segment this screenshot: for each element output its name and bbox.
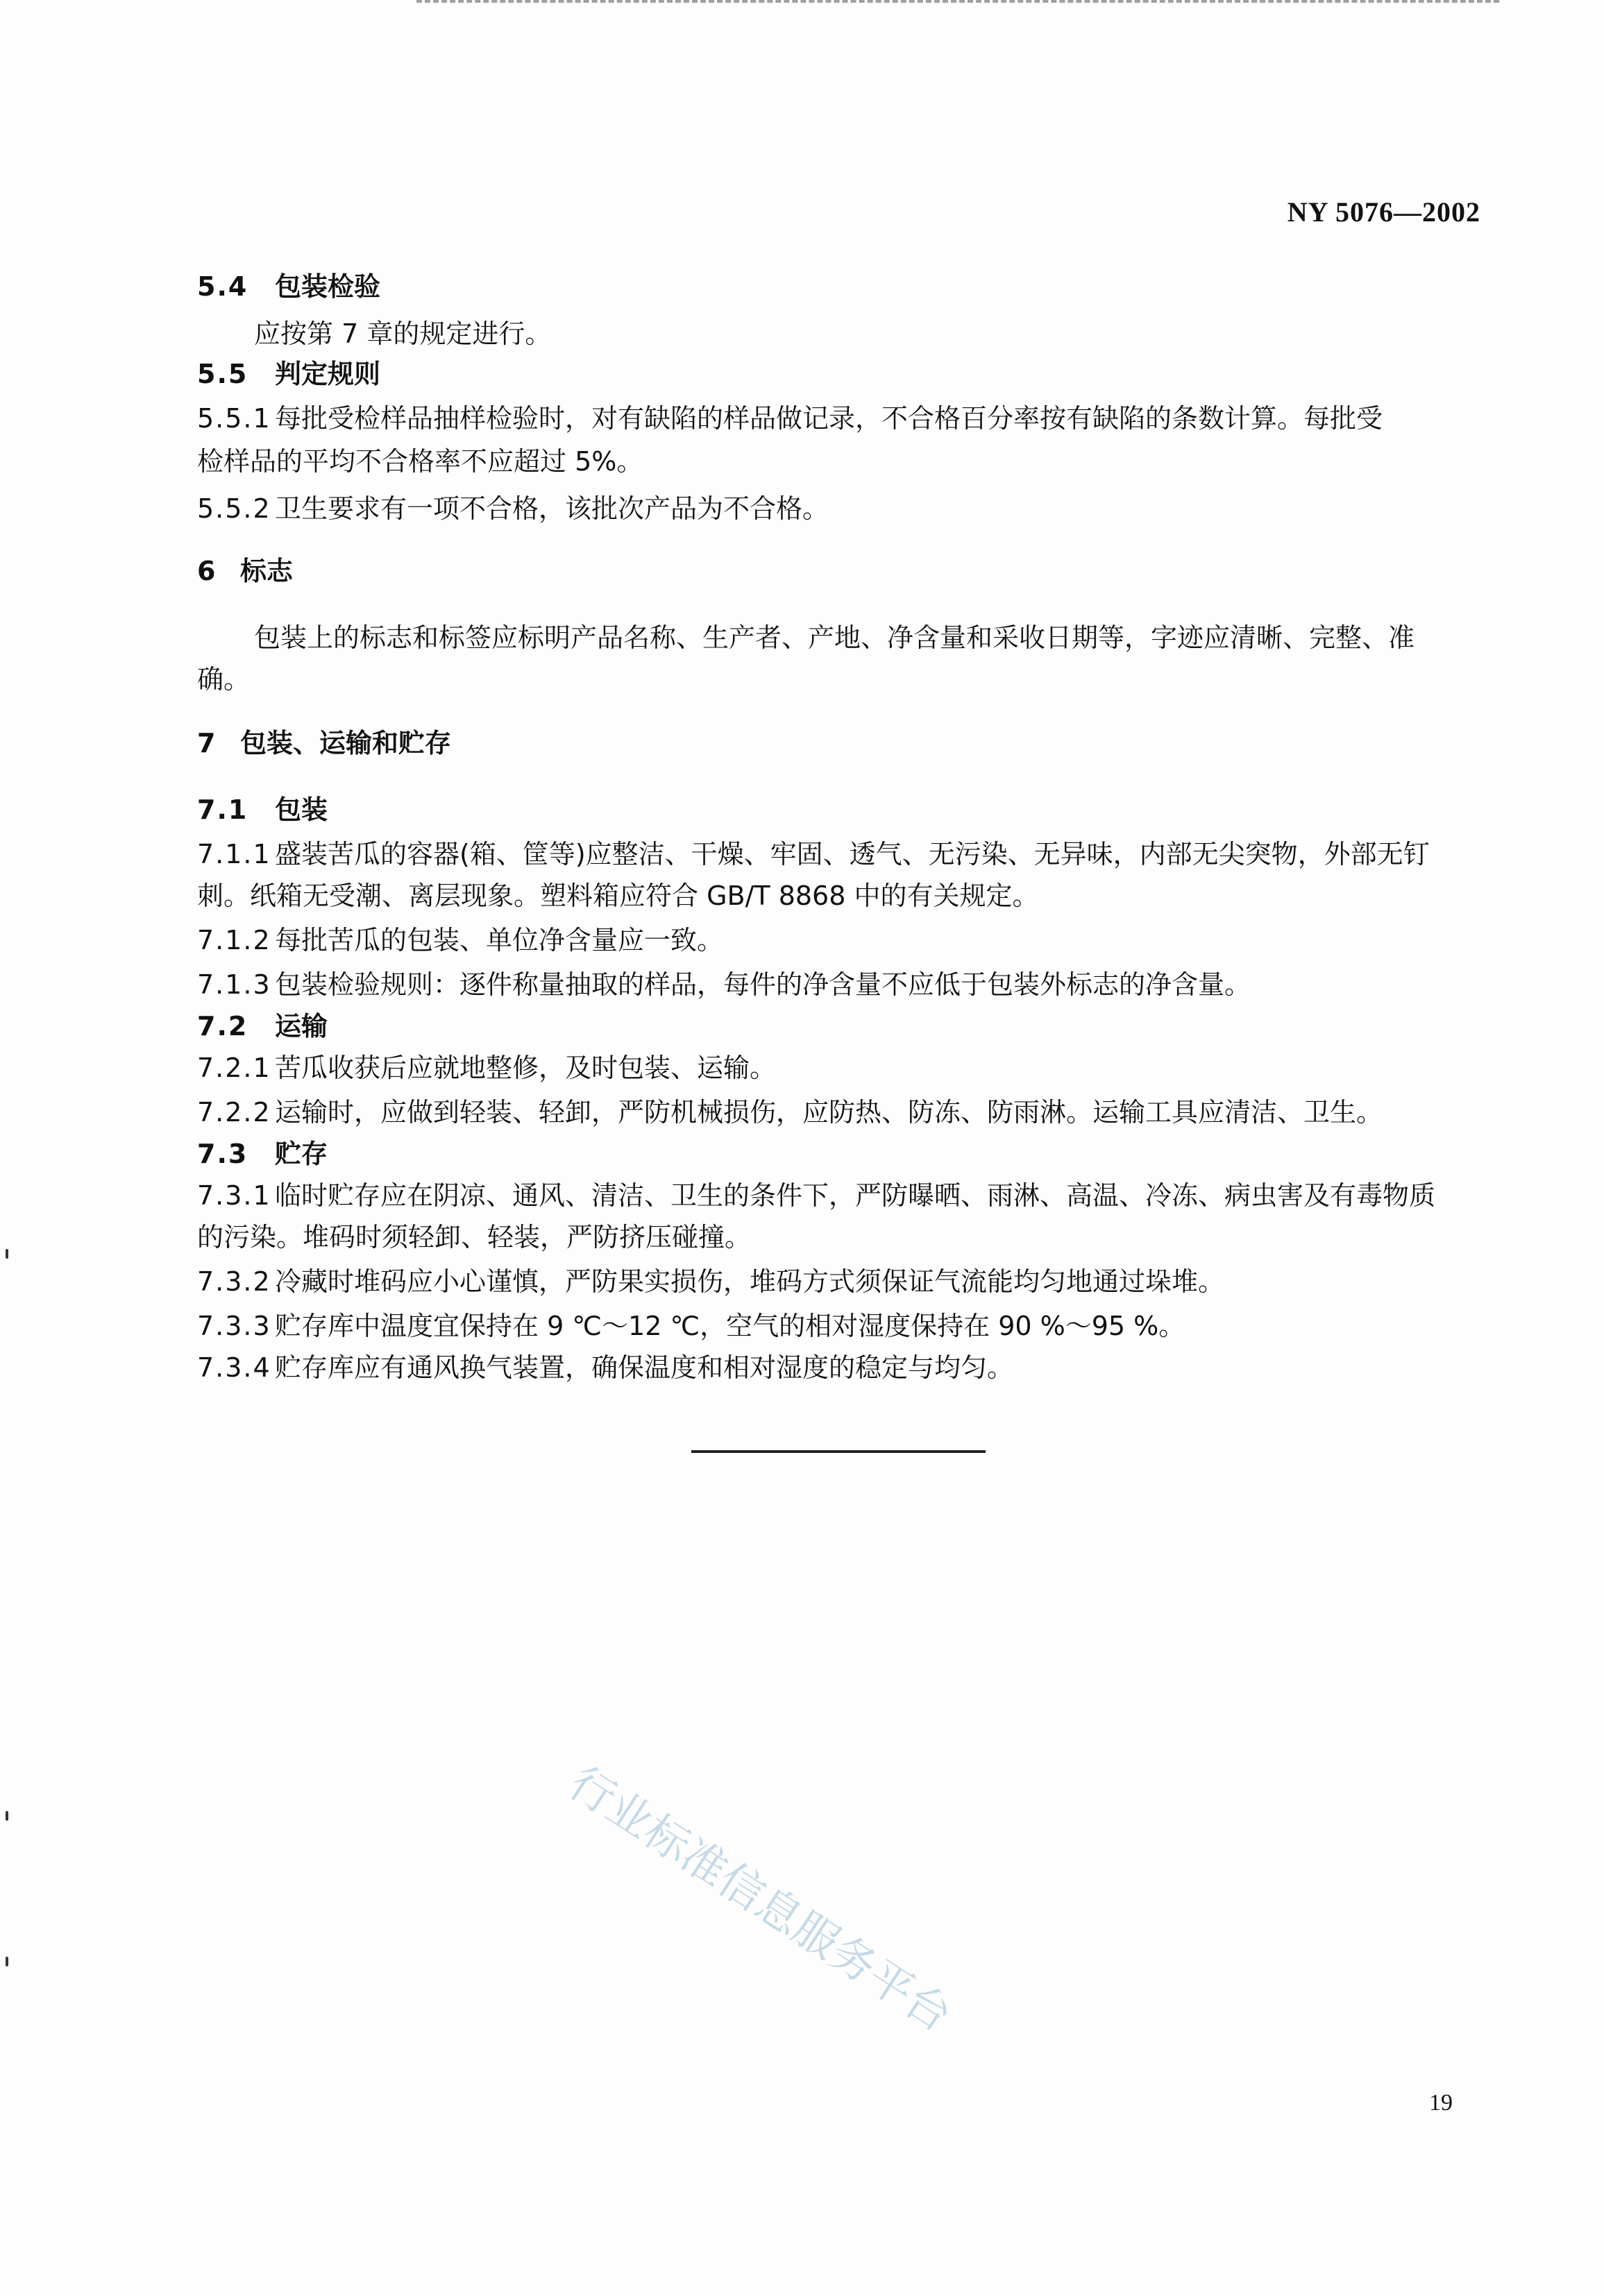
- para-5-4: 应按第 7 章的规定进行。: [254, 318, 552, 349]
- clause-7-1-2: 7.1.2 每批苦瓜的包装、单位净含量应一致。: [197, 925, 724, 955]
- heading-7: 7 包装、运输和贮存: [197, 728, 452, 758]
- clause-7-3-4: 7.3.4 贮存库应有通风换气装置，确保温度和相对湿度的稳定与均匀。: [197, 1352, 1014, 1383]
- clause-7-3-3: 7.3.3 贮存库中温度宜保持在 9 ℃～12 ℃，空气的相对湿度保持在 90 %～95 %。: [197, 1311, 1185, 1341]
- clause-5-5-1: 5.5.1 每批受检样品抽样检验时，对有缺陷的样品做记录，不合格百分率按有缺陷的条数计算。每批受: [197, 403, 1383, 434]
- end-rule: [691, 1450, 986, 1453]
- page-number: 19: [1429, 2090, 1453, 2116]
- para-6: 包装上的标志和标签应标明产品名称、生产者、产地、净含量和采收日期等，字迹应清晰、完整、准: [254, 622, 1415, 653]
- para-6-cont: 确。: [197, 664, 251, 695]
- clause-7-3-1: 7.3.1 临时贮存应在阴凉、通风、清洁、卫生的条件下，严防曝晒、雨淋、高温、冷冻、病虫害及有毒物质: [197, 1180, 1436, 1211]
- standard-number: NY 5076—2002: [1287, 196, 1480, 228]
- heading-7-1: 7.1 包装: [197, 794, 328, 825]
- clause-7-1-1-cont: 刺。纸箱无受潮、离层现象。塑料箱应符合 GB/T 8868 中的有关规定。: [197, 881, 1039, 911]
- heading-5-5: 5.5 判定规则: [197, 359, 381, 389]
- clause-7-1-3: 7.1.3 包装检验规则：逐件称量抽取的样品，每件的净含量不应低于包装外标志的净含量。: [197, 969, 1251, 1000]
- heading-5-4: 5.4 包装检验: [197, 271, 381, 302]
- heading-6: 6 标志: [197, 556, 294, 586]
- top-scan-border: [416, 0, 1499, 7]
- clause-5-5-1-cont: 检样品的平均不合格率不应超过 5%。: [197, 446, 643, 477]
- scan-margin-mark: [6, 1957, 8, 1966]
- scan-margin-mark: [6, 1811, 8, 1821]
- heading-7-3: 7.3 贮存: [197, 1139, 328, 1169]
- scan-margin-mark: [6, 1249, 8, 1259]
- heading-7-2: 7.2 运输: [197, 1011, 328, 1041]
- clause-5-5-2: 5.5.2 卫生要求有一项不合格，该批次产品为不合格。: [197, 493, 829, 524]
- clause-7-1-1: 7.1.1 盛装苦瓜的容器(箱、筐等)应整洁、干燥、牢固、透气、无污染、无异味，内部无尖突物，外部无钉: [197, 839, 1430, 869]
- clause-7-3-1-cont: 的污染。堆码时须轻卸、轻装，严防挤压碰撞。: [197, 1222, 752, 1252]
- clause-7-2-1: 7.2.1 苦瓜收获后应就地整修，及时包装、运输。: [197, 1053, 777, 1083]
- clause-7-2-2: 7.2.2 运输时，应做到轻装、轻卸，严防机械损伤，应防热、防冻、防雨淋。运输工具应清洁、卫生。: [197, 1097, 1383, 1128]
- watermark: 行业标准信息服务平台: [559, 1757, 961, 2043]
- clause-7-3-2: 7.3.2 冷藏时堆码应小心谨慎，严防果实损伤，堆码方式须保证气流能均匀地通过垛堆。: [197, 1266, 1225, 1297]
